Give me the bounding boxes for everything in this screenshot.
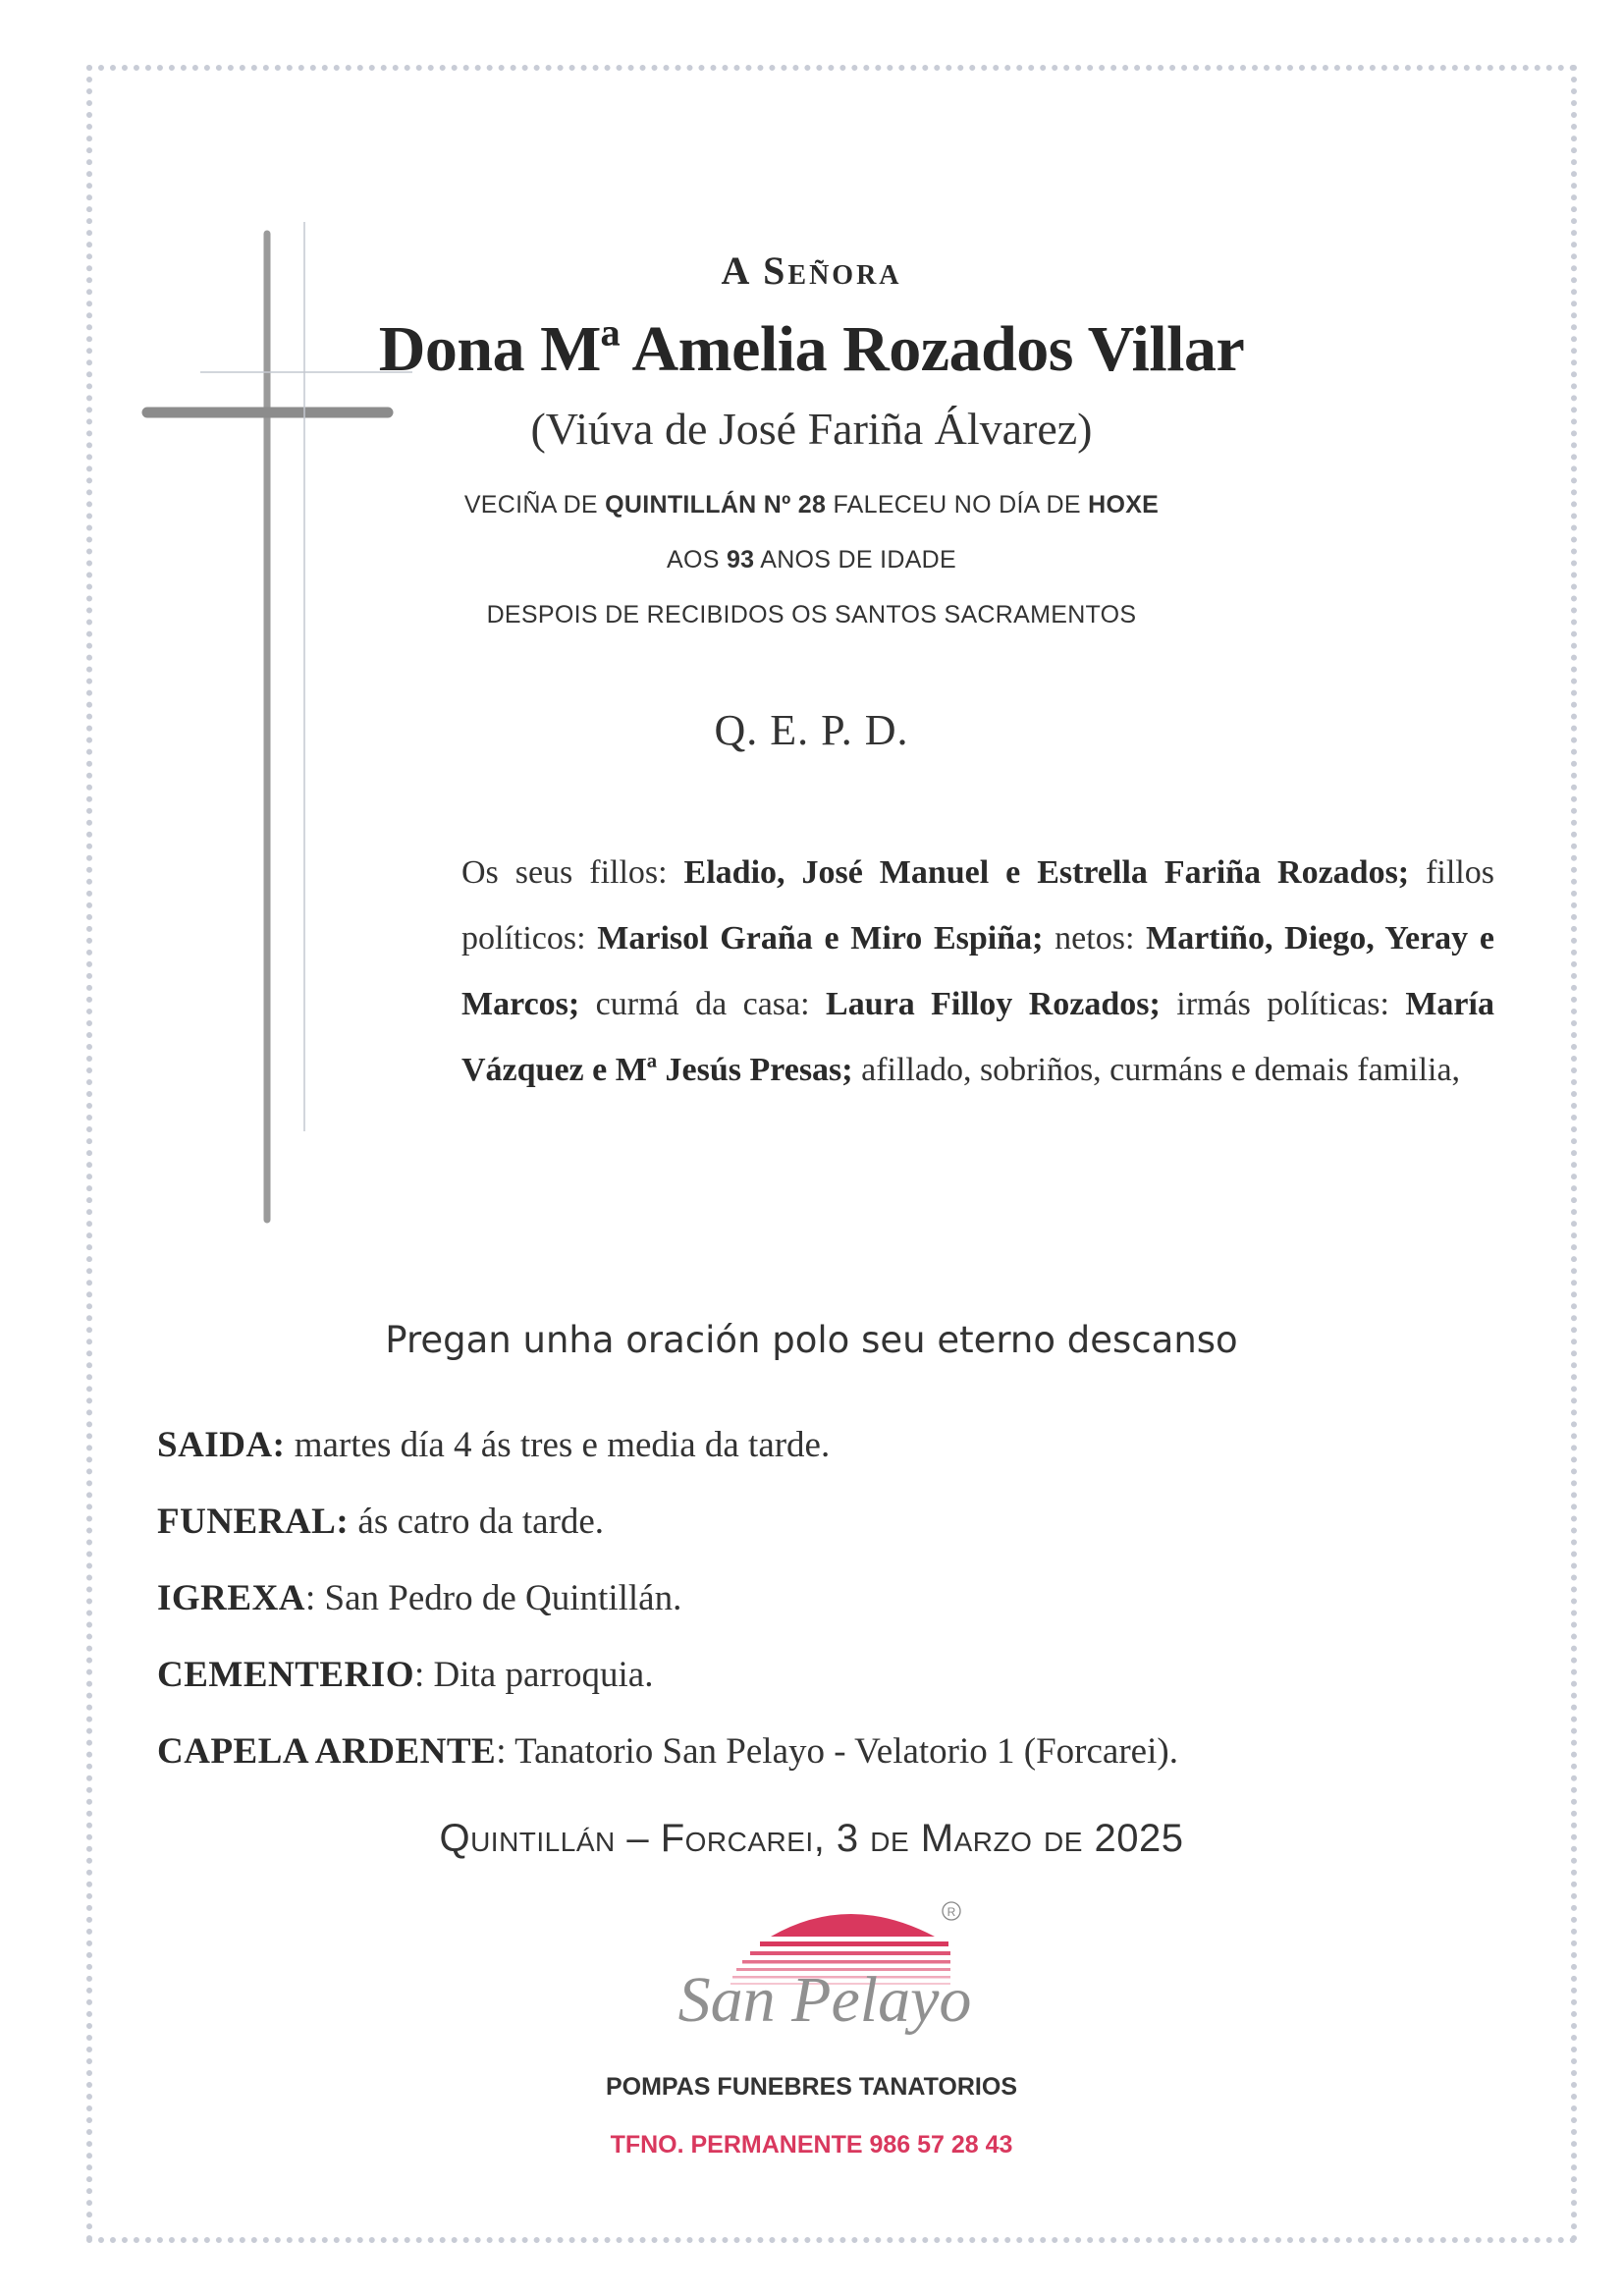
company-tagline: POMPAS FUNEBRES TANATORIOS	[605, 2073, 1017, 2101]
spouse-line: (Viúva de José Fariña Álvarez)	[530, 404, 1093, 454]
family-grandchildren: Martiño, Diego, Yeray e Marcos;	[461, 920, 1494, 1022]
residence-address: QUINTILLÁN Nº 28	[605, 491, 827, 519]
detail-value: : San Pedro de Quintillán.	[305, 1578, 682, 1618]
age-line	[0, 546, 1623, 574]
family-text: fillos políticos:	[461, 854, 1494, 957]
logo-text: San Pelayo	[677, 1964, 972, 2036]
detail-value: : Tanatorio San Pelayo - Velatorio 1 (Forcarei).	[496, 1731, 1178, 1772]
detail-capela	[157, 1730, 1178, 1773]
family-in-laws: Marisol Graña e Miro Espiña;	[597, 920, 1044, 957]
san-pelayo-logo	[677, 1895, 972, 2062]
detail-cementerio	[157, 1654, 653, 1696]
family-cousin: Laura Filloy Rozados;	[826, 986, 1161, 1022]
family-text: curmá da casa:	[579, 986, 827, 1022]
detail-value: ás catro da tarde.	[349, 1502, 605, 1542]
detail-igrexa	[157, 1577, 681, 1619]
family-text: netos:	[1043, 920, 1147, 957]
death-text: FALECEU NO DÍA DE	[826, 491, 1089, 519]
registered-mark: R	[947, 1905, 956, 1919]
family-text: irmás políticas:	[1160, 986, 1406, 1022]
detail-funeral	[157, 1501, 604, 1543]
place-date: Quintillán – Forcarei, 3 de Marzo de 2025	[439, 1817, 1184, 1860]
detail-label: FUNERAL:	[157, 1502, 350, 1542]
sacraments-line: DESPOIS DE RECIBIDOS OS SANTOS SACRAMENTOS	[486, 601, 1137, 629]
family-sisters-in-law: María Vázquez e Mª Jesús Presas;	[461, 986, 1494, 1088]
family-paragraph	[461, 840, 1494, 1103]
detail-label: IGREXA	[157, 1578, 306, 1618]
deceased-name: Dona Mª Amelia Rozados Villar	[378, 313, 1245, 385]
detail-label: CAPELA ARDENTE	[157, 1731, 497, 1772]
death-day: HOXE	[1088, 491, 1160, 519]
detail-saida	[157, 1424, 830, 1466]
detail-label: SAIDA:	[157, 1425, 286, 1465]
age-suffix: ANOS DE IDADE	[754, 546, 956, 574]
qepd: Q. E. P. D.	[714, 706, 909, 754]
family-text: afillado, sobriños, curmáns e demais familia,	[852, 1052, 1461, 1088]
family-text: Os seus fillos:	[461, 854, 684, 891]
age-prefix: AOS	[666, 546, 727, 574]
prayer-line: Pregan unha oración polo seu eterno descanso	[385, 1319, 1238, 1361]
residence-text: VECIÑA DE	[463, 491, 606, 519]
phone-line: TFNO. PERMANENTE 986 57 28 43	[610, 2131, 1013, 2159]
age-value: 93	[726, 546, 755, 574]
family-children: Eladio, José Manuel e Estrella Fariña Rozados;	[683, 854, 1410, 891]
detail-value: : Dita parroquia.	[413, 1655, 654, 1695]
residence-line	[0, 491, 1623, 519]
heading: A Señora	[721, 248, 902, 293]
detail-value: martes día 4 ás tres e media da tarde.	[285, 1425, 831, 1465]
detail-label: CEMENTERIO	[157, 1655, 414, 1695]
